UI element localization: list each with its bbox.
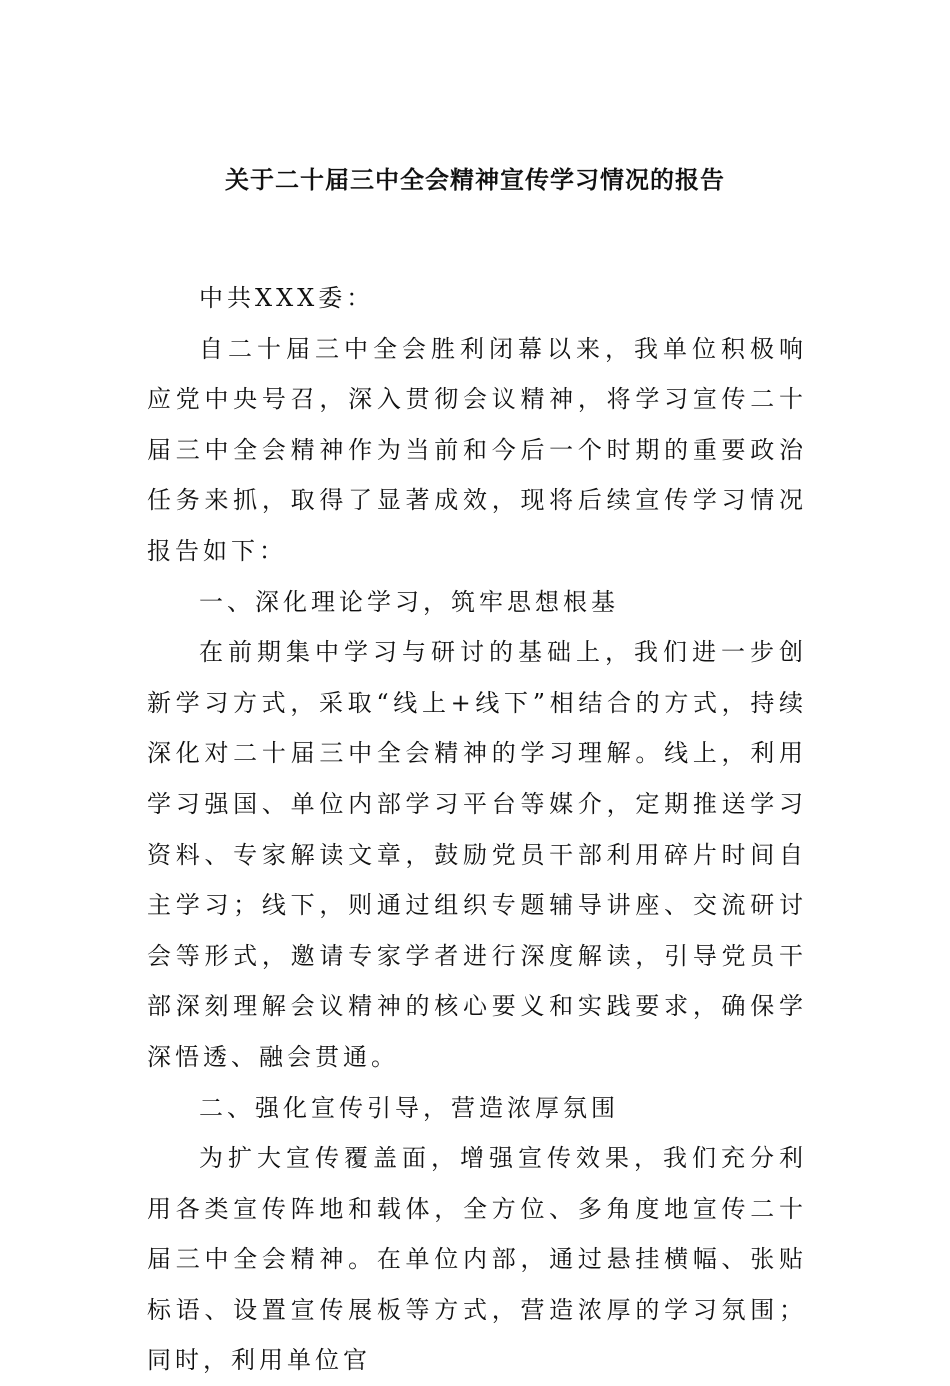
document-body [147, 273, 807, 1386]
section-heading-2: 二、强化宣传引导，营造浓厚氛围 [199, 1093, 619, 1122]
paragraph-section-1: 在前期集中学习与研讨的基础上，我们进一步创新学习方式，采取“线上+线下”相结合的方式，持续深化对二十届三中全会精神的学习理解。线上，利用学习强国、单位内部学习平台等媒介，定期推送学习资料、专家解读文章，鼓励党员干部利用碎片时间自主学习；线下，则通过组织专题辅导讲座、交流研讨会等形式，邀请专家学者进行深度解读，引导党员干部深刻理解会议精神的核心要义和实践要求，确保学深悟透、融会贯通。 [147, 638, 807, 1071]
paragraph-intro: 自二十届三中全会胜利闭幕以来，我单位积极响应党中央号召，深入贯彻会议精神，将学习宣传二十届三中全会精神作为当前和今后一个时期的重要政治任务来抓，取得了显著成效，现将后续宣传学习情况报告如下： [147, 334, 807, 565]
paragraph-section-2: 为扩大宣传覆盖面，增强宣传效果，我们充分利用各类宣传阵地和载体，全方位、多角度地宣传二十届三中全会精神。在单位内部，通过悬挂横幅、张贴标语、设置宣传展板等方式，营造浓厚的学习氛围；同时，利用单位官 [147, 1144, 807, 1375]
salutation: 中共XXX委： [199, 284, 375, 312]
document-title: 关于二十届三中全会精神宣传学习情况的报告 [225, 166, 725, 194]
section-heading-1: 一、深化理论学习，筑牢思想根基 [199, 587, 619, 616]
